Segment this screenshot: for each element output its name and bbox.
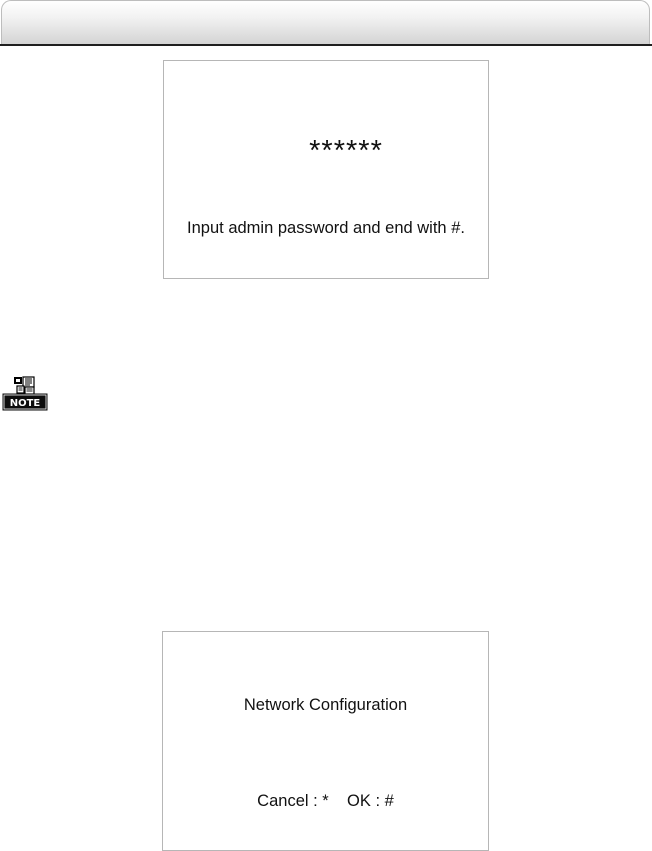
note-icon [2,376,48,412]
password-entry-screen [163,60,489,279]
page-header-banner [1,0,650,44]
masked-password: ****** [309,135,383,167]
network-configuration-title: Network Configuration [243,696,408,714]
network-configuration-screen [162,631,489,851]
note-label: NOTE [9,398,41,409]
cancel-ok-instructions: Cancel : * OK : # [257,792,394,810]
password-prompt: Input admin password and end with #. [187,219,465,237]
page-header-divider [0,44,652,46]
